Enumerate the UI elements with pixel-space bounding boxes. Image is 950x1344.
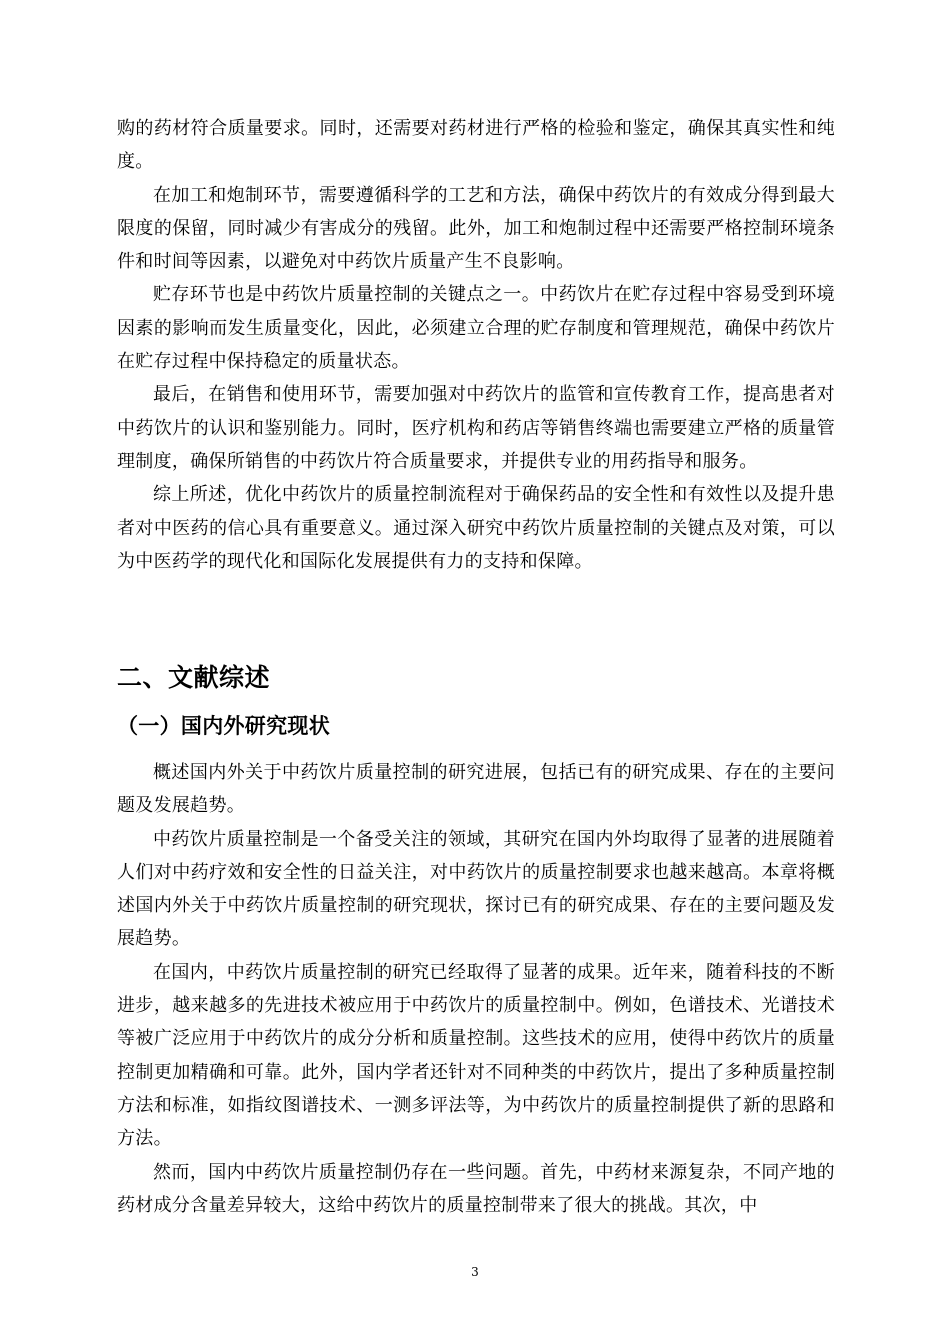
page-number: 3 <box>471 1265 479 1279</box>
paragraph: 然而，国内中药饮片质量控制仍存在一些问题。首先，中药材来源复杂，不同产地的药材成分含量差异较大，这给中药饮片的质量控制带来了很大的挑战。其次，中 <box>117 1161 835 1216</box>
paragraph: 中药饮片质量控制是一个备受关注的领域，其研究在国内外均取得了显著的进展随着人们对中药疗效和安全性的日益关注，对中药饮片的质量控制要求也越来越高。本章将概述国内外关于中药饮片质量控制的研究现状，探讨已有的研究成果、存在的主要问题及发展趋势。 <box>117 828 835 950</box>
paragraph: 在加工和炮制环节，需要遵循科学的工艺和方法，确保中药饮片的有效成分得到最大限度的保留，同时减少有害成分的残留。此外，加工和炮制过程中还需要严格控制环境条件和时间等因素，以避免对中药饮片质量产生不良影响。 <box>117 184 835 273</box>
section-heading: （一）国内外研究现状 <box>117 714 330 738</box>
section-body-literature-review <box>117 756 835 1222</box>
paragraph: 在国内，中药饮片质量控制的研究已经取得了显著的成果。近年来，随着科技的不断进步，越来越多的先进技术被应用于中药饮片的质量控制中。例如，色谱技术、光谱技术等被广泛应用于中药饮片的成分分析和质量控制。这些技术的应用，使得中药饮片的质量控制更加精确和可靠。此外，国内学者还针对不同种类的中药饮片，提出了多种质量控制方法和标准，如指纹图谱技术、一测多评法等，为中药饮片的质量控制提供了新的思路和方法。 <box>117 961 835 1150</box>
chapter-heading: 二、文献综述 <box>117 663 271 692</box>
section-body-top <box>117 112 835 578</box>
paragraph: 综上所述，优化中药饮片的质量控制流程对于确保药品的安全性和有效性以及提升患者对中医药的信心具有重要意义。通过深入研究中药饮片质量控制的关键点及对策，可以为中医药学的现代化和国际化发展提供有力的支持和保障。 <box>117 484 835 572</box>
paragraph: 购的药材符合质量要求。同时，还需要对药材进行严格的检验和鉴定，确保其真实性和纯度。 <box>117 118 835 173</box>
paragraph: 贮存环节也是中药饮片质量控制的关键点之一。中药饮片在贮存过程中容易受到环境因素的影响而发生质量变化，因此，必须建立合理的贮存制度和管理规范，确保中药饮片在贮存过程中保持稳定的质量状态。 <box>117 284 835 373</box>
paragraph: 最后，在销售和使用环节，需要加强对中药饮片的监管和宣传教育工作，提高患者对中药饮片的认识和鉴别能力。同时，医疗机构和药店等销售终端也需要建立严格的质量管理制度，确保所销售的中药饮片符合质量要求，并提供专业的用药指导和服务。 <box>117 384 835 472</box>
paragraph: 概述国内外关于中药饮片质量控制的研究进展，包括已有的研究成果、存在的主要问题及发展趋势。 <box>117 762 835 817</box>
